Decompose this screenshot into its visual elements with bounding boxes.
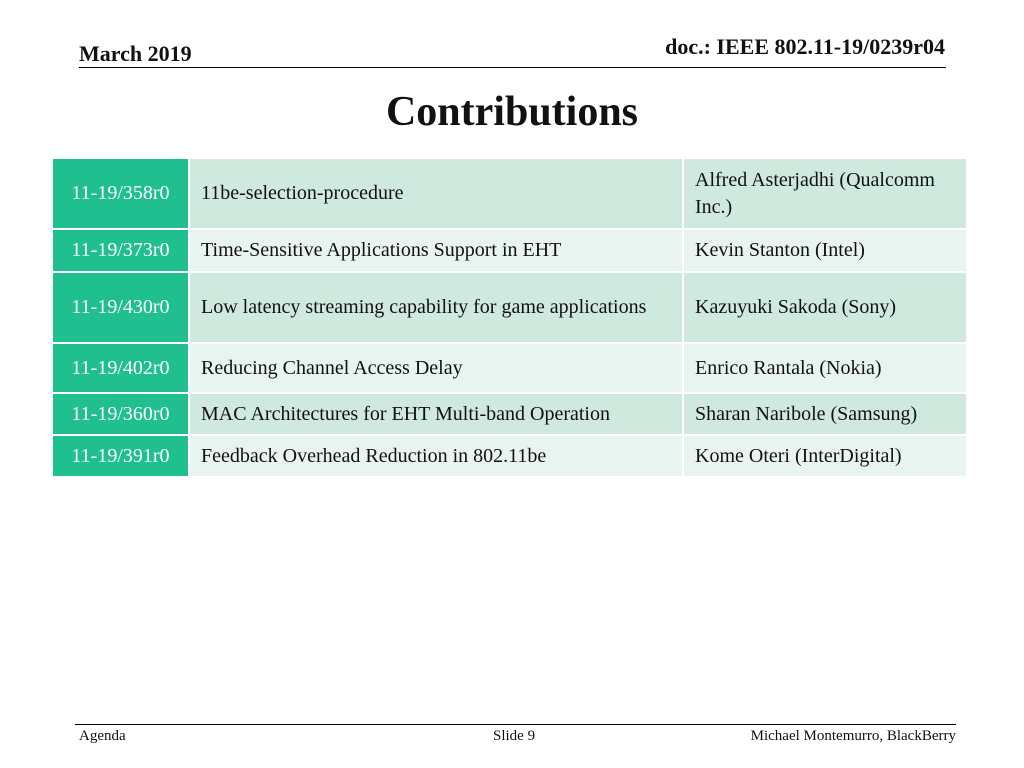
contribution-topic: Feedback Overhead Reduction in 802.11be bbox=[189, 435, 683, 477]
table-row bbox=[53, 158, 966, 229]
header-divider bbox=[79, 67, 946, 68]
contribution-author: Kome Oteri (InterDigital) bbox=[683, 435, 966, 477]
contribution-id: 11-19/430r0 bbox=[53, 272, 189, 343]
contribution-author: Alfred Asterjadhi (Qualcomm Inc.) bbox=[683, 158, 966, 229]
contribution-id: 11-19/373r0 bbox=[53, 229, 189, 272]
table-row bbox=[53, 393, 966, 435]
header-date: March 2019 bbox=[79, 41, 192, 66]
footer-divider bbox=[75, 724, 956, 725]
contribution-author: Enrico Rantala (Nokia) bbox=[683, 343, 966, 393]
contribution-id: 11-19/402r0 bbox=[53, 343, 189, 393]
contribution-id: 11-19/391r0 bbox=[53, 435, 189, 477]
contribution-id: 11-19/358r0 bbox=[53, 158, 189, 229]
contribution-author: Kevin Stanton (Intel) bbox=[683, 229, 966, 272]
contribution-topic: Time-Sensitive Applications Support in EHT bbox=[189, 229, 683, 272]
contribution-author: Kazuyuki Sakoda (Sony) bbox=[683, 272, 966, 343]
footer-left-text: Agenda bbox=[79, 728, 126, 744]
table-row bbox=[53, 435, 966, 477]
contribution-topic: Reducing Channel Access Delay bbox=[189, 343, 683, 393]
table-row bbox=[53, 272, 966, 343]
contribution-topic: 11be-selection-procedure bbox=[189, 158, 683, 229]
table-row bbox=[53, 343, 966, 393]
slide-number: Slide 9 bbox=[493, 728, 536, 744]
contribution-id: 11-19/360r0 bbox=[53, 393, 189, 435]
footer-author: Michael Montemurro, BlackBerry bbox=[750, 728, 956, 744]
contribution-topic: MAC Architectures for EHT Multi-band Operation bbox=[189, 393, 683, 435]
document-id: doc.: IEEE 802.11-19/0239r04 bbox=[665, 34, 945, 59]
slide-title: Contributions bbox=[385, 89, 639, 135]
contributions-table bbox=[53, 157, 966, 478]
contribution-topic: Low latency streaming capability for game applications bbox=[189, 272, 683, 343]
contribution-author: Sharan Naribole (Samsung) bbox=[683, 393, 966, 435]
table-row bbox=[53, 229, 966, 272]
